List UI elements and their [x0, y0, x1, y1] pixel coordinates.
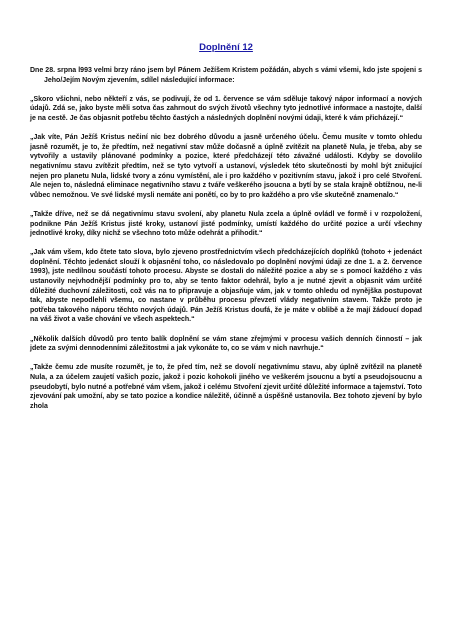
paragraph: „Jak víte, Pán Ježíš Kristus nečiní nic bez dobrého důvodu a jasně určeného účelu. Čemu musíte v tomto ohledu jasně rozumět, je to, že předtím, než negativní stav může dočasně a úplně zvítězit na planetě Nula, je třeba, aby se vytvořily a ustavily plánované podmínky a pozice, které předcházejí této závažné události. Kdyby se dovolilo negativnímu stavu zvítězit předtím, než se tyto vytvoří a ustanoví, výsledek této skutečnosti by mohl být zničující nejen pro planetu Nula, lidské tvory a zónu vymístění, ale i pro každého v pozitivním stavu, jakož i pro celé Stvoření. Ale nejen to, následná eliminace negativního stavu z tváře veškerého jsoucna a bytí by se stala krajně obtížnou, ne-li vůbec nemožnou. Ve své lidské mysli nemáte ani ponětí, co by to pro každého a pro vše skutečně znamenalo.“ — [30, 134, 422, 199]
paragraph: „Jak vám všem, kdo čtete tato slova, bylo zjeveno prostřednictvím všech předcházejících doplňků (tohoto + jedenáct doplnění. Těchto jedenáct slouží k objasnění toho, co následovalo po doplnění novými údaji ze dne 1. a 2. července 1993), jste nedílnou součástí tohoto procesu. Abyste se dostali do náležité pozice a aby se s pomocí každého z vás ustanovily nejvhodnější podmínky pro to, aby se tento faktor odehrál, bylo a je nutné zjevit a objasnit vám určité důležité duchovní záležitosti, což vás na to připravuje a objasňuje vám, jak v tomto ohledu od nynějška postupovat tak, abyste nepodlehli všemu, co nastane v průběhu procesu převzetí vlády negativním stavem. Takže proto je potřeba takového náporu těchto nových údajů. Pán Ježíš Kristus doufá, že je máte v oblibě a že mají žádoucí dopad na váš život a vaše chování ve všech aspektech.“ — [30, 249, 422, 324]
page-title: Doplnění 12 — [199, 42, 253, 53]
paragraph: „Několik dalších důvodů pro tento balík doplnění se vám stane zřejmými v procesu vašich denních činností – jak jdete za svými dennodenními záležitostmi a jak vykonáte to, co se vám v nich navrhuje.“ — [30, 335, 422, 353]
paragraph: „Skoro všichni, nebo někteří z vás, se podivují, že od 1. července se vám sděluje takový nápor informací a nových údajů. Zdá se, jako byste měli sotva čas zahrnout do svých životů všechny tyto jednotlivé informace a nastojte, další je na cestě. Je čas objasnit potřebu těchto častých a následných doplnění novými údaji, které k vám přicházejí.“ — [30, 95, 422, 122]
document-body — [30, 66, 422, 421]
intro-paragraph: Dne 28. srpna l993 velmi brzy ráno jsem byl Pánem Ježíšem Kristem požádán, abych s vámi všemi, kdo jste spojeni s Jeho/Jejím Novým zjevením, sdílel následující informace: — [30, 67, 422, 84]
paragraph: „Takže dříve, než se dá negativnímu stavu svolení, aby planetu Nula zcela a úplně ovládl ve formě i v rozpoložení, podnikne Pán Ježíš Kristus jisté kroky, ustanoví jisté podmínky, umístí každého do určité pozice a určí všechny jednotlivé kroky, díky nichž se všechno toto může odehrát a přihodit.“ — [30, 210, 422, 238]
paragraph: „Takže čemu zde musíte rozumět, je to, že před tím, než se dovolí negativnímu stavu, aby úplně zvítězil na planetě Nula, a za účelem zaujetí vašich pozic, jakož i pozic kohokoli jiného ve veškerém jsoucnu a bytí a pseudojsoucnu a pseudobytí, bylo nutné a potřebné vám všem, jakož i celému Stvoření zjevit určité důležité informace a tajemství. Toto zjevování pak umožní, aby se tato pozice a kondice náležitě, účinně a úspěšně ustanovila. Bez tohoto zjevení by bylo zhola — [30, 364, 422, 410]
